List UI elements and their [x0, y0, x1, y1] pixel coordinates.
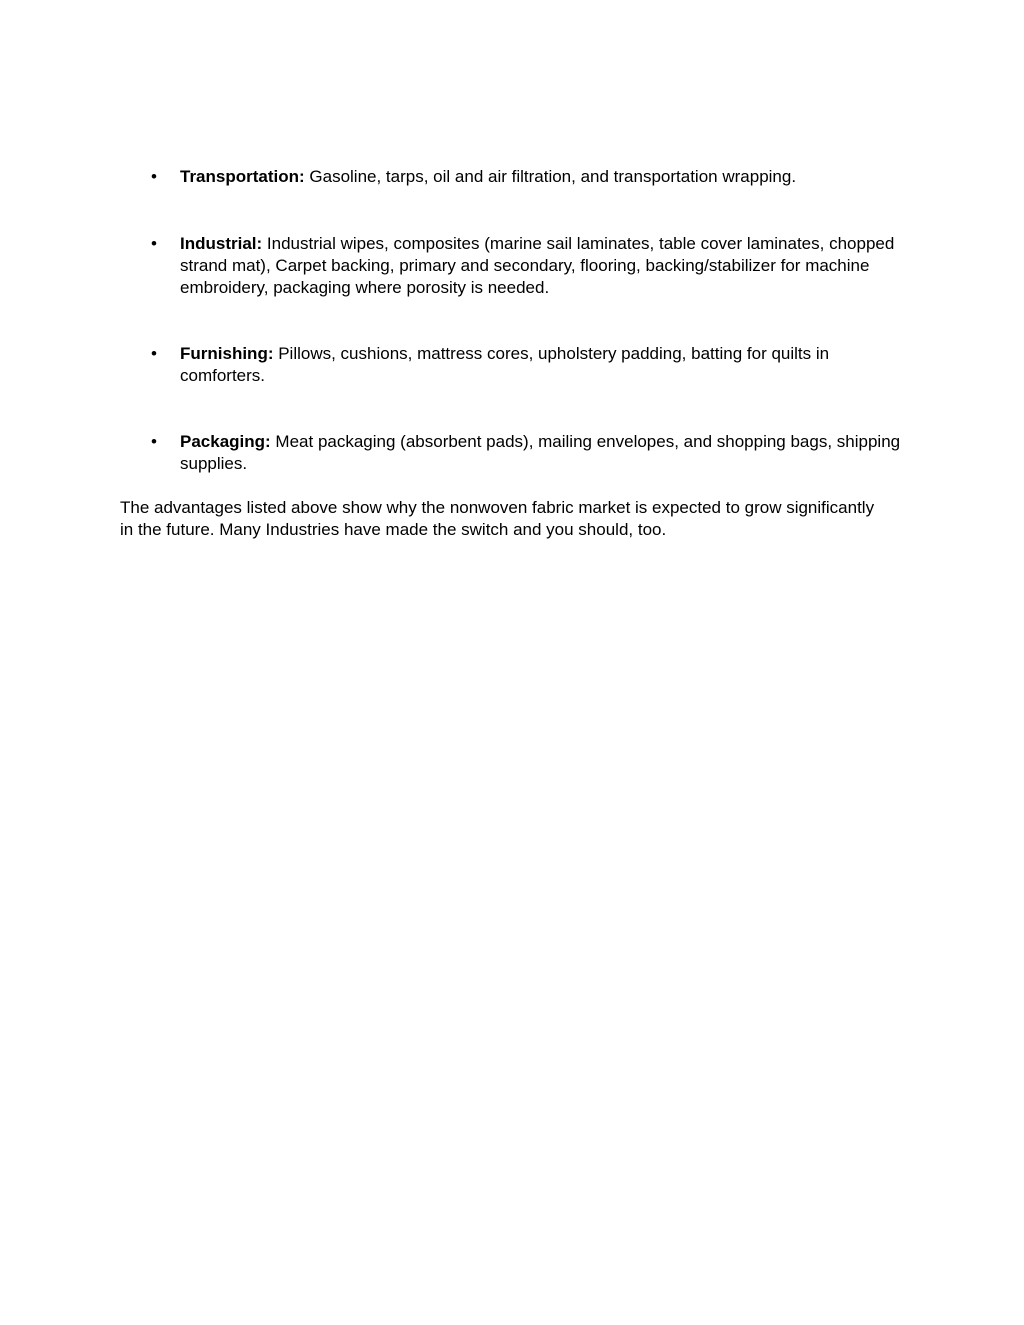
list-item: [151, 233, 915, 299]
bullet-icon: •: [151, 167, 157, 186]
item-label: Industrial:: [180, 234, 263, 253]
list-item: [151, 431, 915, 475]
item-label: Packaging:: [180, 432, 271, 451]
item-text: Industrial wipes, composites (marine sail laminates, table cover laminates, chopped strand mat), Carpet backing, primary and secondary, flooring, backing/stabilizer for machine embroidery, packaging where porosity is needed.: [180, 234, 895, 297]
item-label: Transportation:: [180, 167, 305, 186]
closing-paragraph: The advantages listed above show why the nonwoven fabric market is expected to grow significantly in the future. Many Industries have made the switch and you should, too.: [120, 498, 875, 539]
list-item: [151, 343, 915, 387]
item-text: Pillows, cushions, mattress cores, upholstery padding, batting for quilts in comforters.: [180, 344, 830, 385]
item-text: Meat packaging (absorbent pads), mailing envelopes, and shopping bags, shipping supplies.: [180, 432, 901, 473]
bullet-icon: •: [151, 344, 157, 363]
item-text: Gasoline, tarps, oil and air filtration, and transportation wrapping.: [304, 167, 797, 186]
list-item: [151, 166, 915, 188]
bullet-icon: •: [151, 432, 157, 451]
item-label: Furnishing:: [180, 344, 274, 363]
bullet-icon: •: [151, 234, 157, 253]
